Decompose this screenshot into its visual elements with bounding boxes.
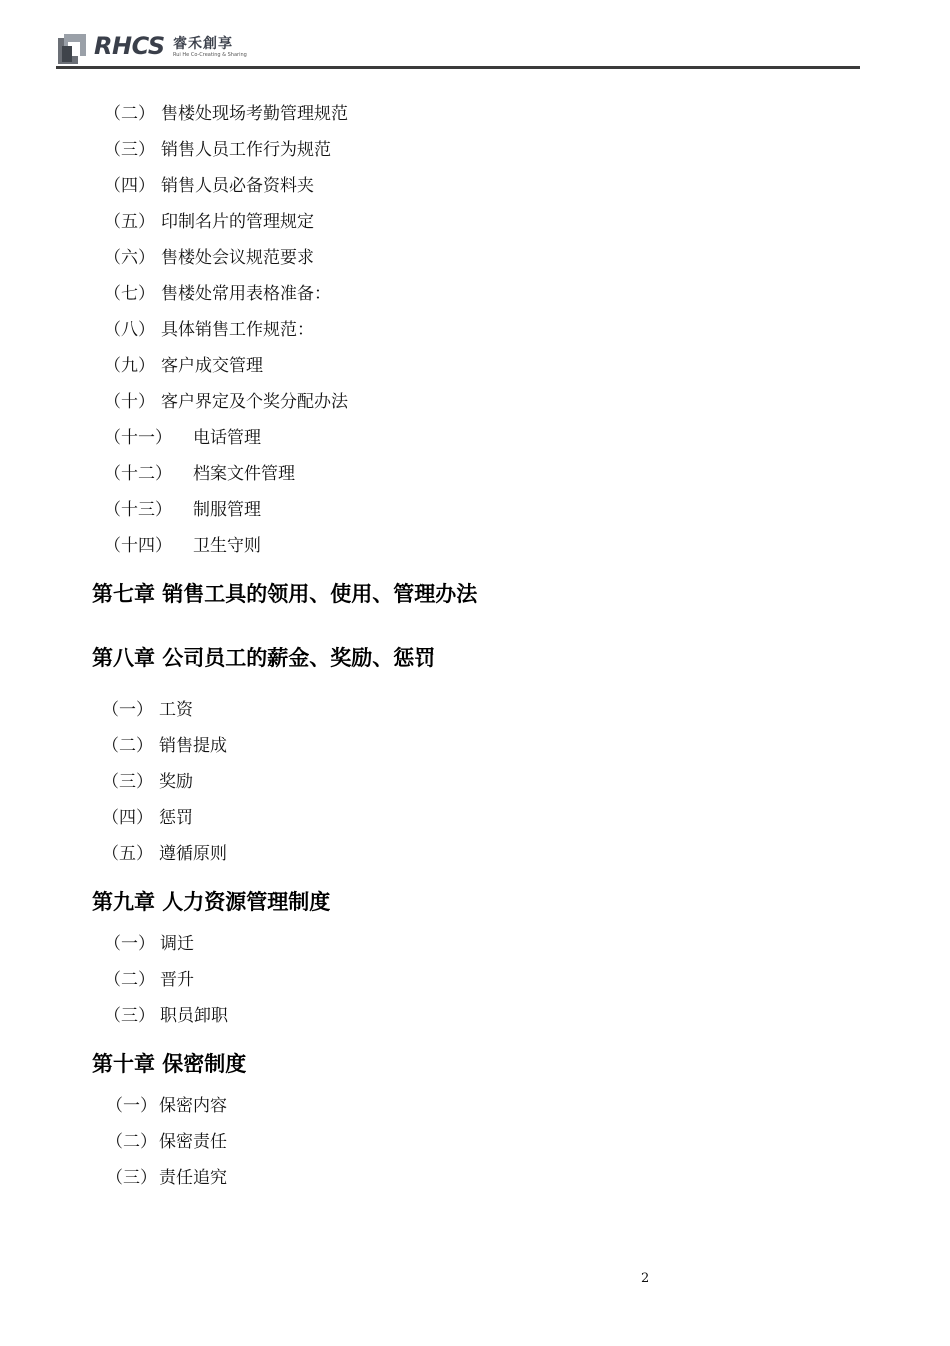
list-item bbox=[104, 283, 331, 305]
list-item bbox=[102, 843, 227, 865]
item-text: 售楼处会议规范要求 bbox=[161, 248, 314, 268]
item-text: 惩罚 bbox=[159, 808, 193, 828]
list-item bbox=[104, 103, 348, 125]
item-number: （二） bbox=[102, 736, 153, 756]
item-text: 调迁 bbox=[160, 934, 194, 954]
item-text: 保密责任 bbox=[159, 1132, 227, 1152]
list-item bbox=[102, 735, 227, 757]
list-item bbox=[102, 771, 193, 793]
list-item bbox=[104, 499, 261, 521]
item-number: （四） bbox=[104, 176, 155, 196]
item-text: 客户成交管理 bbox=[161, 356, 263, 376]
logo-text: RHCS bbox=[94, 32, 165, 60]
chapter-heading: 第九章 人力资源管理制度 bbox=[92, 890, 331, 914]
item-text: 销售人员工作行为规范 bbox=[161, 140, 331, 160]
list-item bbox=[104, 1005, 228, 1027]
item-text: 售楼处常用表格准备： bbox=[161, 284, 331, 304]
item-text: 卫生守则 bbox=[193, 536, 261, 556]
chapter-heading: 第八章 公司员工的薪金、奖励、惩罚 bbox=[92, 646, 436, 670]
item-number: （二） bbox=[104, 104, 155, 124]
list-item bbox=[104, 535, 261, 557]
item-number: （三） bbox=[104, 140, 155, 160]
item-number: （二） bbox=[106, 1132, 157, 1152]
item-number: （六） bbox=[104, 248, 155, 268]
list-item bbox=[104, 211, 314, 233]
list-item bbox=[104, 139, 331, 161]
item-text: 晋升 bbox=[160, 970, 194, 990]
list-item bbox=[104, 319, 314, 341]
item-number: （五） bbox=[104, 212, 155, 232]
list-item bbox=[102, 807, 193, 829]
item-number: （三） bbox=[104, 1006, 155, 1026]
item-text: 印制名片的管理规定 bbox=[161, 212, 314, 232]
item-number: （十一） bbox=[104, 428, 172, 448]
list-item bbox=[106, 1167, 227, 1189]
item-text: 电话管理 bbox=[193, 428, 261, 448]
list-item bbox=[106, 1131, 227, 1153]
item-text: 遵循原则 bbox=[159, 844, 227, 864]
item-text: 销售提成 bbox=[159, 736, 227, 756]
header-divider bbox=[56, 66, 860, 69]
list-item bbox=[104, 427, 261, 449]
item-text: 制服管理 bbox=[193, 500, 261, 520]
chapter-heading: 第十章 保密制度 bbox=[92, 1052, 247, 1076]
item-number: （一） bbox=[102, 700, 153, 720]
item-text: 客户界定及个奖分配办法 bbox=[161, 392, 348, 412]
list-item bbox=[104, 247, 314, 269]
item-number: （一） bbox=[106, 1096, 157, 1116]
item-number: （一） bbox=[104, 934, 155, 954]
item-number: （九） bbox=[104, 356, 155, 376]
logo-english-name: Rui He Co-Creating & Sharing bbox=[173, 52, 247, 58]
logo-chinese-name: 睿禾創享 bbox=[173, 36, 233, 52]
item-text: 工资 bbox=[159, 700, 193, 720]
chapter-heading: 第七章 销售工具的领用、使用、管理办法 bbox=[92, 582, 478, 606]
item-text: 职员卸职 bbox=[160, 1006, 228, 1026]
item-number: （七） bbox=[104, 284, 155, 304]
item-number: （三） bbox=[102, 772, 153, 792]
item-number: （二） bbox=[104, 970, 155, 990]
company-logo-icon bbox=[58, 34, 88, 66]
list-item bbox=[104, 391, 348, 413]
item-text: 保密内容 bbox=[159, 1096, 227, 1116]
list-item bbox=[104, 355, 263, 377]
item-number: （四） bbox=[102, 808, 153, 828]
item-text: 具体销售工作规范： bbox=[161, 320, 314, 340]
list-item bbox=[104, 463, 295, 485]
item-text: 档案文件管理 bbox=[193, 464, 295, 484]
item-number: （五） bbox=[102, 844, 153, 864]
list-item bbox=[104, 969, 194, 991]
item-number: （三） bbox=[106, 1168, 157, 1188]
page-number: 2 bbox=[641, 1271, 650, 1286]
item-text: 售楼处现场考勤管理规范 bbox=[161, 104, 348, 124]
item-number: （十二） bbox=[104, 464, 172, 484]
item-number: （十三） bbox=[104, 500, 172, 520]
item-number: （十四） bbox=[104, 536, 172, 556]
list-item bbox=[102, 699, 193, 721]
item-text: 奖励 bbox=[159, 772, 193, 792]
list-item bbox=[104, 175, 314, 197]
list-item bbox=[106, 1095, 227, 1117]
item-text: 销售人员必备资料夹 bbox=[161, 176, 314, 196]
item-number: （十） bbox=[104, 392, 155, 412]
item-number: （八） bbox=[104, 320, 155, 340]
page-header bbox=[56, 30, 860, 72]
item-text: 责任追究 bbox=[159, 1168, 227, 1188]
list-item bbox=[104, 933, 194, 955]
